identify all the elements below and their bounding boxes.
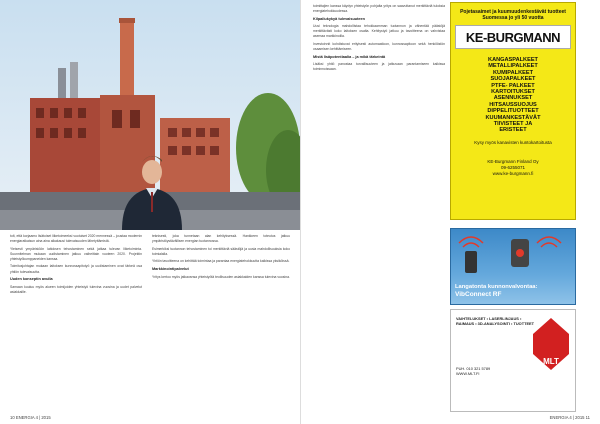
ke-burgmann-logo: KE-BURGMANN <box>455 25 571 49</box>
mlt-ad[interactable] <box>450 309 576 412</box>
product-item: DIPPELITUOTTEET <box>487 108 539 115</box>
product-item: TIIVISTEET JA <box>493 121 533 128</box>
right-column-1 <box>313 4 445 75</box>
product-item: KUMIPALKEET <box>493 69 533 76</box>
product-item: KANGASPALKEET <box>488 57 538 63</box>
product-item: ERISTEET <box>499 127 527 134</box>
paragraph: teknisesti, joka tunnetaan alan kehityksessä. Hankkeen toteutus jatkuu ympäristöystävällisen energian tuotannossa. <box>152 234 290 244</box>
phone-number: PUH. 010 321 5789 <box>456 366 491 371</box>
ad-contact <box>451 159 575 177</box>
product-item: KARTOITUKSET <box>491 89 535 96</box>
company-name: KE-Burgmann Finland Oy <box>487 158 539 164</box>
sensor-device-icon <box>451 229 576 279</box>
left-column-2 <box>152 234 290 282</box>
product-item: METALLIPALKEET <box>488 63 538 70</box>
paragraph: Yritys kertoo myös jatkavansa yhteistyötä teollisuuden asiakkaiden kanssa tulevina vuosina. <box>152 274 290 279</box>
page-folio-right: ENERGIA 4 | 2015 11 <box>549 415 590 420</box>
ad-text <box>455 284 537 298</box>
paragraph: tolt, että korjaamo lisätoiset liiketoimeeksi vuotuiset 2020 mennessä – joustaa modernin energiaratkaisun aina aina aikakausi tulevaisuuden lähetyttämistä. <box>10 234 142 244</box>
paragraph: Yleisesti ympäristöön laitoksen tehostaminen sekä jatkaa tulevan liiketoiminta. Suunnitelman mukaan uudistaminen jatkuu vaiheittain vuoteen 2020. Projektin yhteistyökumppaneiden kanssa. <box>10 246 142 261</box>
paragraph: Esimerkiksi tuotannon tehostaminen toi merkittäviä säästöjä ja uusia mahdollisuuksia koko toimialalla. <box>152 246 290 256</box>
product-list <box>451 57 575 134</box>
mlt-logo-text: MLT <box>543 357 559 366</box>
ke-burgmann-ad[interactable] <box>450 2 576 220</box>
phone-number: 09-6255071 <box>500 164 526 170</box>
website-link[interactable]: www.ke-burgmann.fi <box>492 170 534 176</box>
paragraph: Uusi teknologia mahdollistaa tehokkaamman tuotannon ja vähentää päästöjä merkittävästi koko laitoksen osalta. Kehitystyö jatkuu ja tavoitteena on vahvistaa asemaa markkinoilla. <box>313 24 445 39</box>
left-column-1 <box>10 234 142 297</box>
page-folio-left: 10 ENERGIA 4 | 2015 <box>10 415 51 420</box>
subheading: Markkinointipalvelut <box>152 266 189 271</box>
paragraph: Samaan kuuluu myös alueen toimijoiden yhteistyö tulevina vuosina ja uudet palvelut asiakkaille. <box>10 284 142 294</box>
ad-line-1: Langatonta kunnonvalvontaa: <box>455 284 538 290</box>
product-item: HITSAUSSUOJUS <box>489 101 537 108</box>
product-item: KUUMANKESTÄVÄT <box>485 114 541 121</box>
product-item: SUOJAPALKEET <box>490 76 536 83</box>
paragraph: Investoinnit kohdistuvat erityisesti automaatioon, kunnossapitoon sekä henkilöstön osaamisen kehittämiseen. <box>313 42 445 52</box>
paragraph: Lisäksi yhtiö panostaa turvallisuuteen ja jatkuvaan parantamiseen kaikissa toiminnoissaan. <box>313 62 445 72</box>
subheading: Kilpailukykyä tulevaisuuteen <box>313 16 365 21</box>
ad-headline: Pojetasaimet ja kuumuudenkestävät tuotteet Suomessa jo yli 50 vuotta <box>460 9 566 21</box>
website-link[interactable]: WWW.MLT.FI <box>456 371 480 377</box>
ad-services: VAIHTELUKSET • LASERLINJAUS • RAIMAUS • 3D-ANALYSOINTI • TUOTTEET <box>456 316 535 326</box>
product-name: VibConnect RF <box>455 291 502 298</box>
paragraph: toimittajien kanssa käydyn yhteistyön pohjalta yritys on saavuttanut merkittäviä tuloksia energiatehokkuudessa. <box>313 4 445 14</box>
ad-contact <box>456 366 490 377</box>
paragraph: Toimitusjohtajan mukaan laitoksen kunnossapitotyö ja uudistaminen ovat tärkeä osa yhtiön tulevaisuutta. <box>10 264 142 274</box>
subheading: Uuden konseptin avulla <box>10 277 53 282</box>
vibconnect-ad[interactable] <box>450 228 576 305</box>
paragraph: Yhtiön tavoitteena on kehittää toimintaa ja parantaa energiatehokkuutta kaikissa yksiköissä. <box>152 259 290 264</box>
product-item: PTFE- PALKEET <box>491 82 535 89</box>
ad-slogan: Kysy myös kanavisten kuntokartoitusta <box>474 139 552 145</box>
cover-photo <box>0 0 300 230</box>
industrial-plant-photo <box>0 0 300 230</box>
mlt-logo <box>531 316 571 372</box>
product-item: ASENNUKSET <box>493 95 533 102</box>
subheading: Mistä lisäpotentiaalia – ja mikä tärkeintä <box>313 54 386 59</box>
